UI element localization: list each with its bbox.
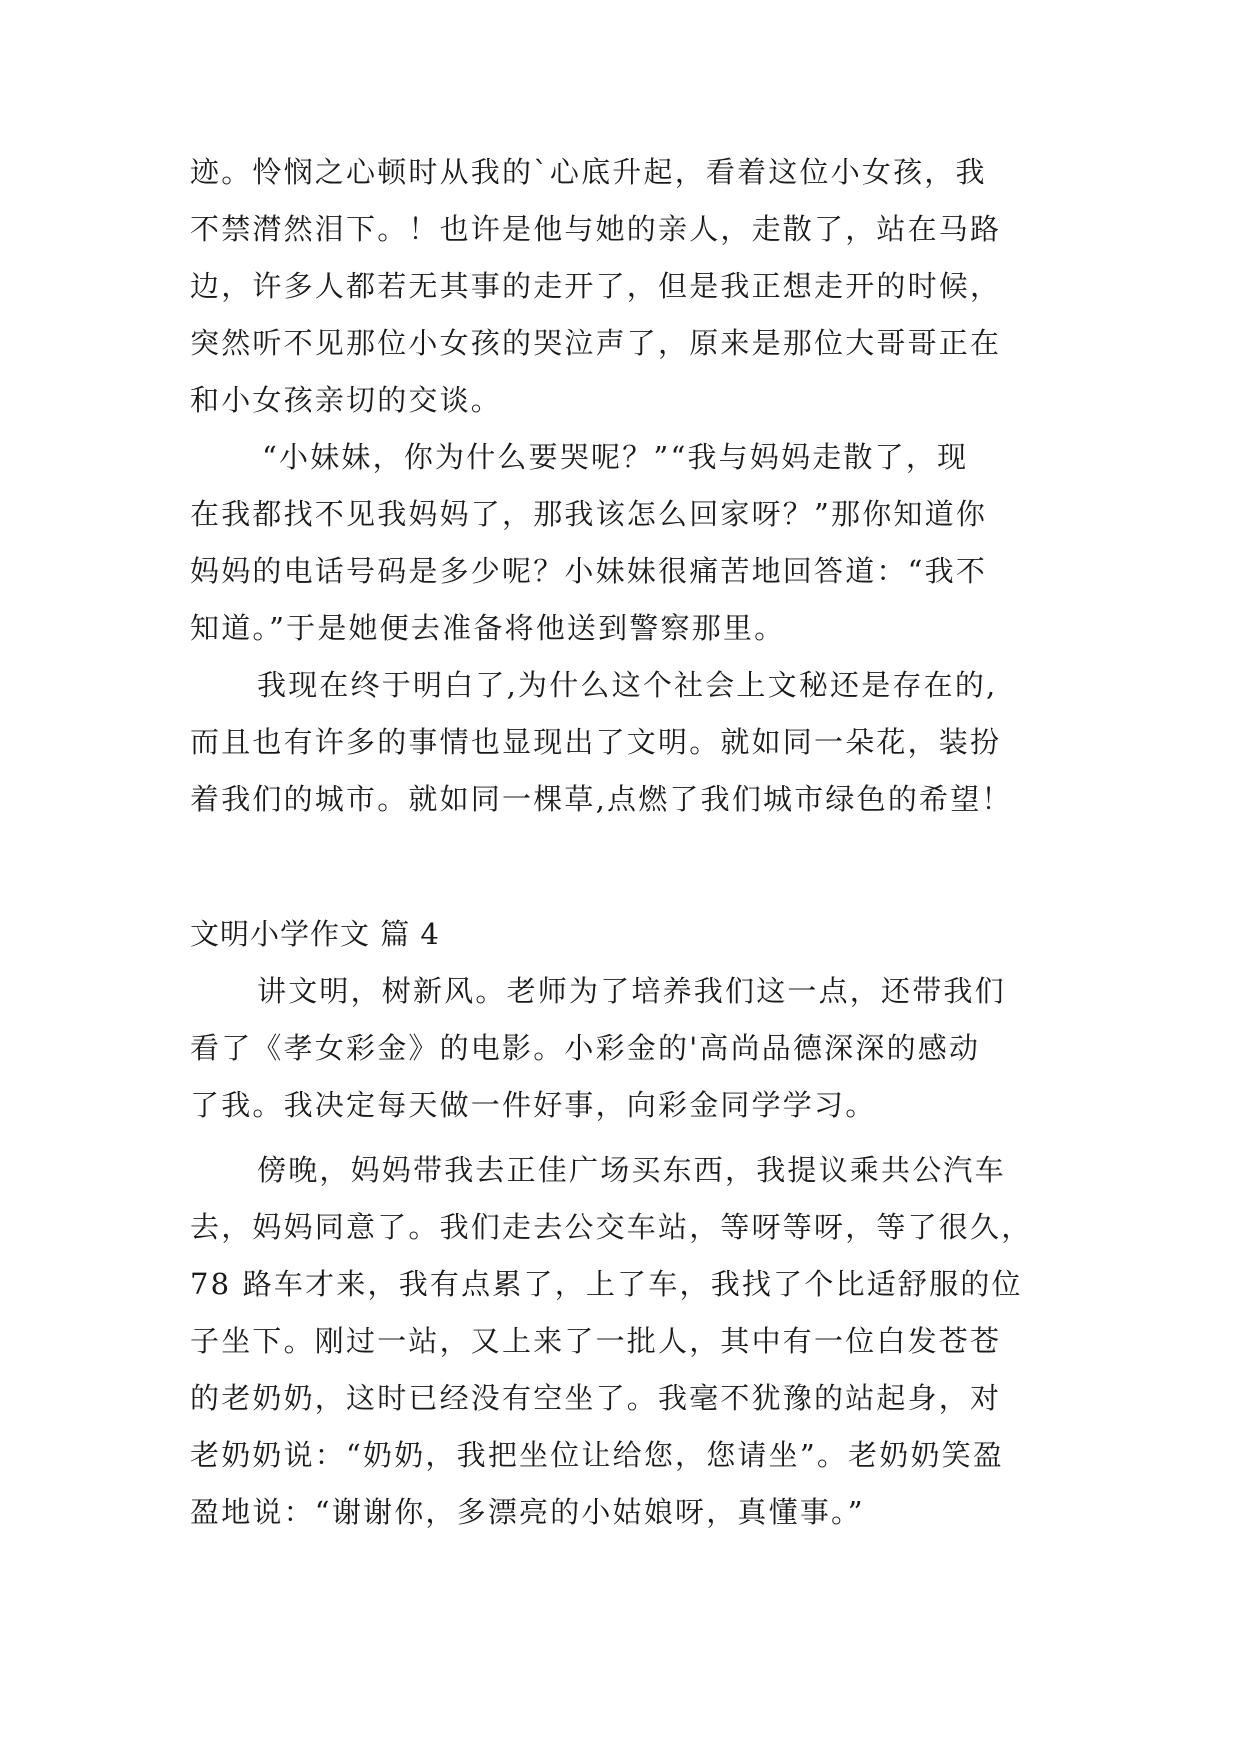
- paragraph-first-line: 傍晚，妈妈带我去正佳广场买东西，我提议乘共公汽车: [257, 1153, 1006, 1187]
- text-line: 去，妈妈同意了。我们走去公交车站，等呀等呀，等了很久，: [190, 1210, 1033, 1244]
- text-line: 边，许多人都若无其事的走开了，但是我正想走开的时候，: [190, 269, 1002, 303]
- text-line: 看了《孝女彩金》的电影。小彩金的'高尚品德深深的感动: [190, 1031, 981, 1065]
- text-line: 和小女孩亲切的交谈。: [190, 383, 503, 417]
- text-line: 迹。怜悯之心顿时从我的`心底升起，看着这位小女孩，我: [190, 155, 987, 189]
- text-line: 着我们的城市。就如同一棵草,点燃了我们城市绿色的希望！: [190, 782, 1013, 816]
- section-heading: 文明小学作文 篇 4: [190, 917, 440, 951]
- text-line: 突然听不见那位小女孩的哭泣声了，原来是那位大哥哥正在: [190, 326, 1002, 360]
- text-line: 的老奶奶，这时已经没有空坐了。我毫不犹豫的站起身，对: [190, 1381, 1002, 1415]
- paragraph-first-line: “小妹妹，你为什么要哭呢？”“我与妈妈走散了，现: [262, 440, 969, 474]
- text-line: 了我。我决定每天做一件好事，向彩金同学学习。: [190, 1088, 877, 1122]
- text-line: 在我都找不见我妈妈了，那我该怎么回家呀？”那你知道你: [190, 497, 988, 531]
- text-line: 老奶奶说：“奶奶，我把坐位让给您，您请坐”。老奶奶笑盈: [190, 1438, 1005, 1472]
- text-line: 78 路车才来，我有点累了，上了车，我找了个比适舒服的位: [190, 1267, 1023, 1301]
- paragraph-first-line: 我现在终于明白了,为什么这个社会上文秘还是存在的,: [257, 668, 998, 702]
- text-line: 子坐下。刚过一站，又上来了一批人，其中有一位白发苍苍: [190, 1324, 1002, 1358]
- text-line: 不禁潸然泪下。！也许是他与她的亲人，走散了，站在马路: [190, 212, 1002, 246]
- text-line: 而且也有许多的事情也显现出了文明。就如同一朵花，装扮: [190, 725, 1002, 759]
- text-line: 知道。”于是她便去准备将他送到警察那里。: [190, 611, 786, 645]
- text-line: 妈妈的电话号码是多少呢？小妹妹很痛苦地回答道：“我不: [190, 554, 988, 588]
- text-line: 盈地说：“谢谢你，多漂亮的小姑娘呀，真懂事。”: [190, 1495, 865, 1529]
- paragraph-first-line: 讲文明，树新风。老师为了培养我们这一点，还带我们: [257, 974, 1006, 1008]
